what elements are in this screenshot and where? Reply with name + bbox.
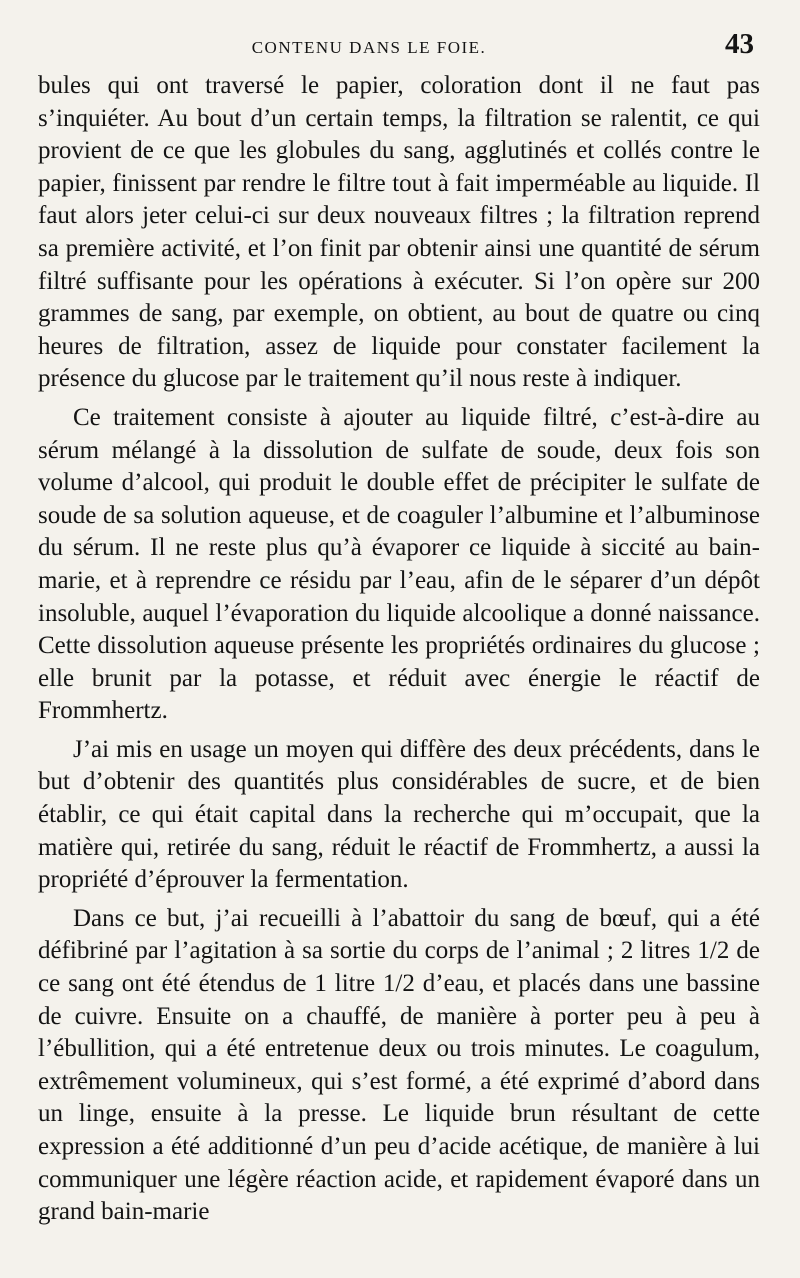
running-title: CONTENU DANS LE FOIE. (251, 38, 487, 57)
paragraph: Dans ce but, j’ai recueilli à l’abattoir du sang de bœuf, qui a été défibriné par l’agitation à sa sortie du corps de l’animal ; 2 litres 1/2 de ce sang ont été étendus de 1 litre 1/2 d’eau, et placés dans une bassine de cuivre. Ensuite on a chauffé, de manière à porter peu à peu à l’ébullition, qui a été entretenue deux ou trois minutes. Le coagulum, extrêmement volumineux, qui s’est formé, a été exprimé d’abord dans un linge, ensuite à la presse. Le liquide brun résultant de cette expression a été additionné d’un peu d’acide acétique, de manière à lui communiquer une légère réaction acide, et rapidement évaporé dans un grand bain-marie (38, 904, 760, 1226)
paragraph-continuation: bules qui ont traversé le papier, coloration dont il ne faut pas s’inquiéter. Au bout d’un certain temps, la filtration se ralentit, ce qui provient de ce que les globules du sang, agglutinés et collés contre le papier, finissent par rendre le filtre tout à fait imperméable au liquide. Il faut alors jeter celui-ci sur deux nouveaux filtres ; la filtration reprend sa première activité, et l’on finit par obtenir ainsi une quantité de sérum filtré suffisante pour les opérations à exécuter. Si l’on opère sur 200 grammes de sang, par exemple, on obtient, au bout de quatre ou cinq heures de filtration, assez de liquide pour constater facilement la présence du glucose par le traitement qu’il nous reste à indiquer. (38, 72, 760, 393)
page-header (38, 26, 760, 66)
page-number: 43 (725, 28, 754, 60)
paragraph: Ce traitement consiste à ajouter au liquide filtré, c’est-à-dire au sérum mélangé à la dissolution de sulfate de soude, deux fois son volume d’alcool, qui produit le double effet de précipiter le sulfate de soude de sa solution aqueuse, et de coaguler l’albumine et l’albuminose du sérum. Il ne reste plus qu’à évaporer ce liquide à siccité au bain-marie, et à reprendre ce résidu par l’eau, afin de le séparer d’un dépôt insoluble, auquel l’évaporation du liquide alcoolique a donné naissance. Cette dissolution aqueuse présente les propriétés ordinaires du glucose ; elle brunit par la potasse, et réduit avec énergie le réactif de Frommhertz. (38, 403, 760, 725)
body-text (38, 70, 760, 1229)
paragraph: J’ai mis en usage un moyen qui diffère des deux précédents, dans le but d’obtenir des quantités plus considérables de sucre, et de bien établir, ce qui était capital dans la recherche qui m’occupait, que la matière qui, retirée du sang, réduit le réactif de Frommhertz, a aussi la propriété d’éprouver la fermentation. (38, 735, 760, 894)
